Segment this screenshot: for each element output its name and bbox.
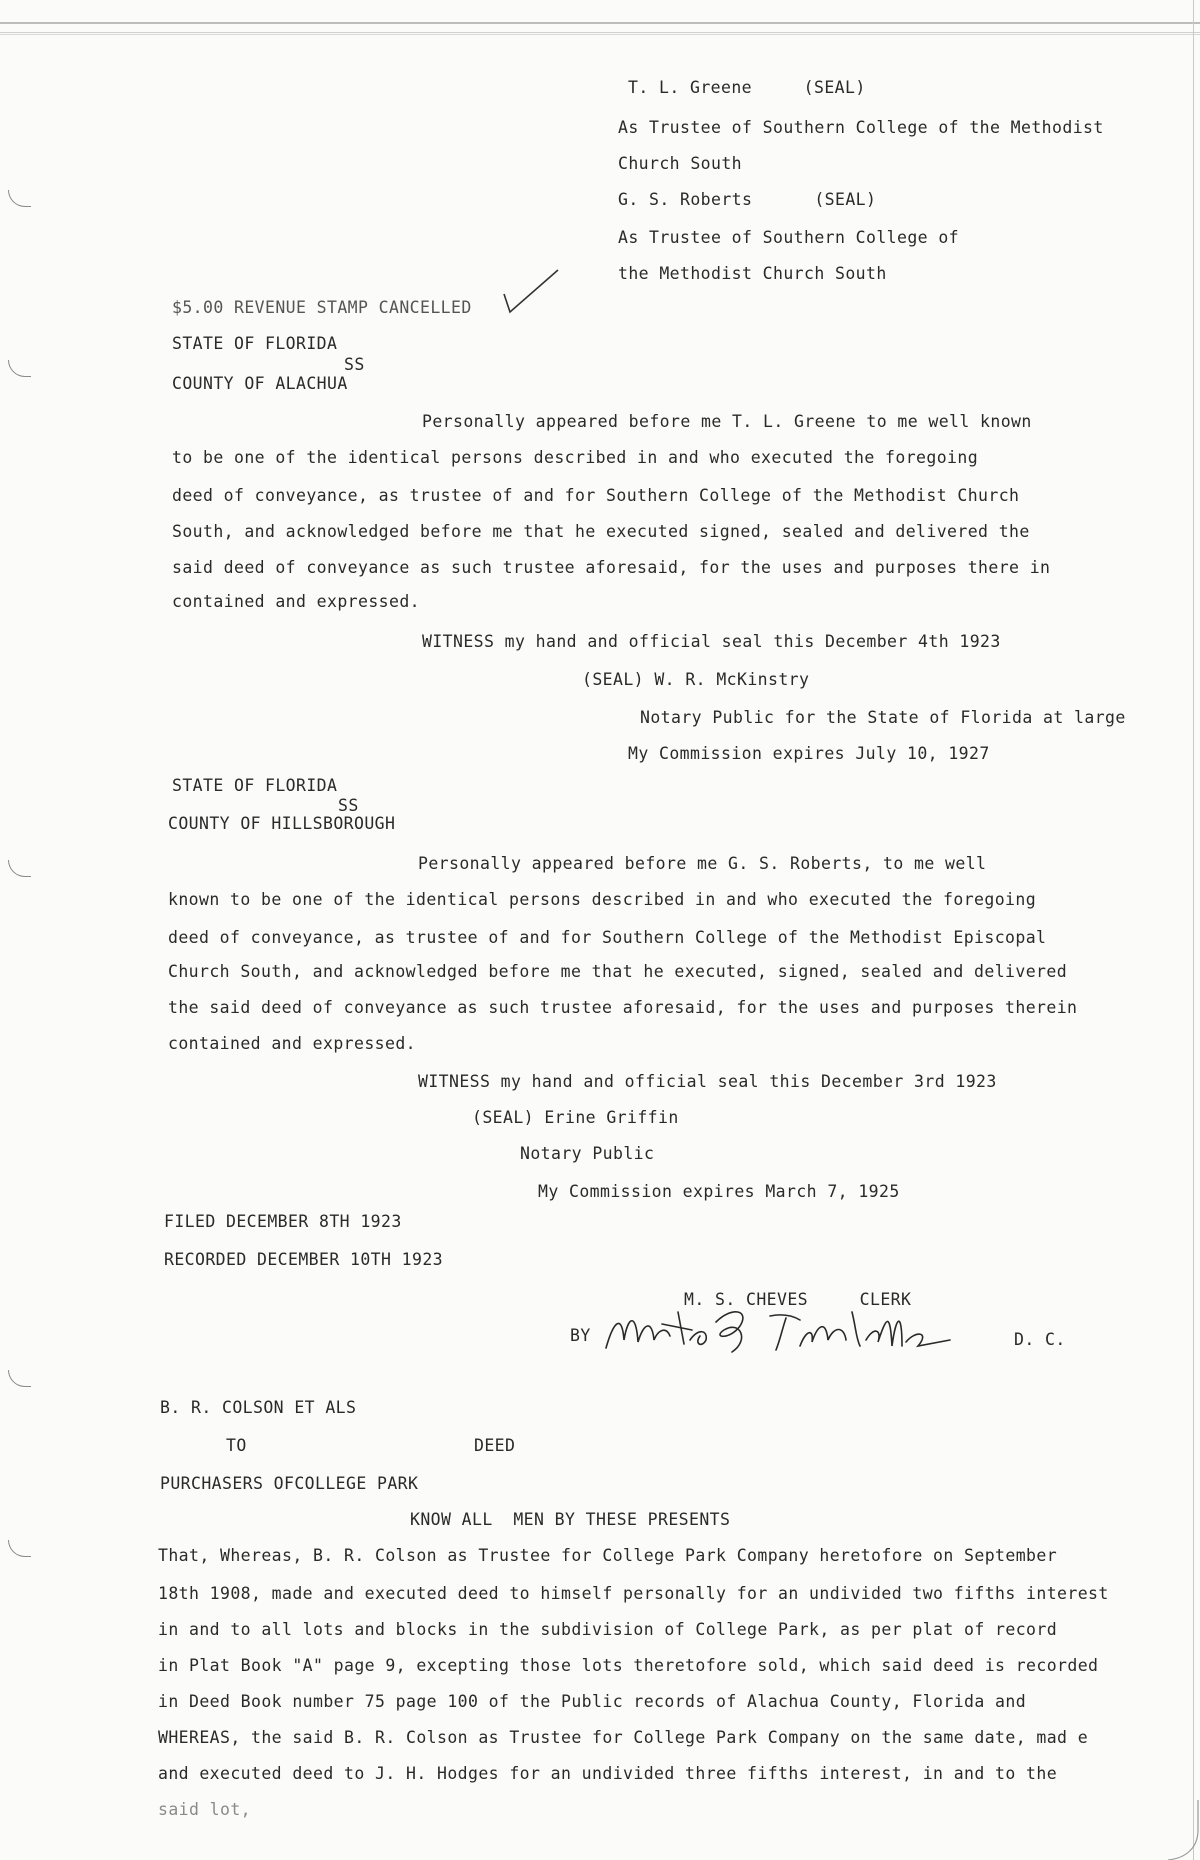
clerk-name: M. S. CHEVES CLERK — [684, 1290, 912, 1309]
venue-ss: SS — [338, 796, 359, 815]
signer-roberts-title-cont: the Methodist Church South — [618, 264, 887, 283]
body-line: known to be one of the identical persons described in and who executed the foregoing — [168, 890, 1037, 909]
body-line: the said deed of conveyance as such trustee aforesaid, for the uses and purposes therein — [168, 998, 1078, 1017]
body-line: Church South, and acknowledged before me that he executed, signed, sealed and delivered — [168, 962, 1068, 981]
venue-county: COUNTY OF HILLSBOROUGH — [168, 814, 396, 833]
body-line: That, Whereas, B. R. Colson as Trustee for College Park Company heretofore on September — [158, 1546, 1058, 1565]
punch-hole-icon — [8, 360, 31, 377]
body-line: contained and expressed. — [172, 592, 421, 611]
body-line: said lot, — [158, 1800, 252, 1819]
to-label: TO — [226, 1436, 247, 1455]
body-line: deed of conveyance, as trustee of and for Southern College of the Methodist Church — [172, 486, 1020, 505]
commission-expiry: My Commission expires March 7, 1925 — [538, 1182, 900, 1201]
body-line: in Deed Book number 75 page 100 of the Public records of Alachua County, Florida and — [158, 1692, 1027, 1711]
body-line: Personally appeared before me G. S. Roberts, to me well — [418, 854, 987, 873]
punch-hole-icon — [8, 860, 31, 877]
witness-line: WITNESS my hand and official seal this December 3rd 1923 — [418, 1072, 997, 1091]
body-line: WHEREAS, the said B. R. Colson as Trustee for College Park Company on the same date, mad e — [158, 1728, 1089, 1747]
by-label: BY — [570, 1326, 591, 1345]
recorded-date: RECORDED DECEMBER 10TH 1923 — [164, 1250, 444, 1269]
notary-name: (SEAL) Erine Griffin — [472, 1108, 679, 1127]
punch-hole-icon — [8, 1540, 31, 1557]
signer-roberts-title: As Trustee of Southern College of — [618, 228, 960, 247]
instrument-type: DEED — [474, 1436, 516, 1455]
body-line: said deed of conveyance as such trustee aforesaid, for the uses and purposes there in — [172, 558, 1051, 577]
filed-date: FILED DECEMBER 8TH 1923 — [164, 1212, 402, 1231]
notary-name: (SEAL) W. R. McKinstry — [582, 670, 810, 689]
grantor: B. R. COLSON ET ALS — [160, 1398, 357, 1417]
body-line: in Plat Book "A" page 9, excepting those lots theretofore sold, which said deed is recorded — [158, 1656, 1099, 1675]
signer-roberts: G. S. Roberts (SEAL) — [618, 190, 877, 209]
body-line: contained and expressed. — [168, 1034, 417, 1053]
body-line: deed of conveyance, as trustee of and for Southern College of the Methodist Episcopal — [168, 928, 1047, 947]
top-border-line-secondary — [0, 34, 1200, 35]
deputy-clerk-label: D. C. — [1014, 1330, 1066, 1349]
punch-hole-icon — [8, 190, 31, 207]
venue-ss: SS — [344, 355, 365, 374]
body-line: to be one of the identical persons described in and who executed the foregoing — [172, 448, 979, 467]
checkmark-icon — [502, 268, 562, 318]
witness-line: WITNESS my hand and official seal this December 4th 1923 — [422, 632, 1001, 651]
punch-hole-icon — [8, 1370, 31, 1387]
body-line: 18th 1908, made and executed deed to himself personally for an undivided two fifths interest — [158, 1584, 1109, 1603]
body-line: in and to all lots and blocks in the subdivision of College Park, as per plat of record — [158, 1620, 1058, 1639]
signer-greene-title-cont: Church South — [618, 154, 743, 173]
body-line: Personally appeared before me T. L. Greene to me well known — [422, 412, 1032, 431]
signer-greene: T. L. Greene (SEAL) — [628, 78, 866, 97]
notary-title: Notary Public for the State of Florida at large — [640, 708, 1126, 727]
venue-state: STATE OF FLORIDA — [172, 776, 338, 795]
notary-title: Notary Public — [520, 1144, 655, 1163]
deed-heading: KNOW ALL MEN BY THESE PRESENTS — [410, 1510, 731, 1529]
top-border-line — [0, 22, 1200, 33]
handwritten-signature — [600, 1300, 980, 1362]
body-line: South, and acknowledged before me that he executed signed, sealed and delivered the — [172, 522, 1030, 541]
revenue-stamp-note: $5.00 REVENUE STAMP CANCELLED — [172, 298, 472, 317]
commission-expiry: My Commission expires July 10, 1927 — [628, 744, 990, 763]
venue-county: COUNTY OF ALACHUA — [172, 374, 348, 393]
signer-greene-title: As Trustee of Southern College of the Methodist — [618, 118, 1104, 137]
page-edge — [1193, 0, 1194, 1860]
page-curl-icon — [1140, 1800, 1200, 1860]
venue-state: STATE OF FLORIDA — [172, 334, 338, 353]
grantee: PURCHASERS OFCOLLEGE PARK — [160, 1474, 419, 1493]
body-line: and executed deed to J. H. Hodges for an undivided three fifths interest, in and to the — [158, 1764, 1058, 1783]
